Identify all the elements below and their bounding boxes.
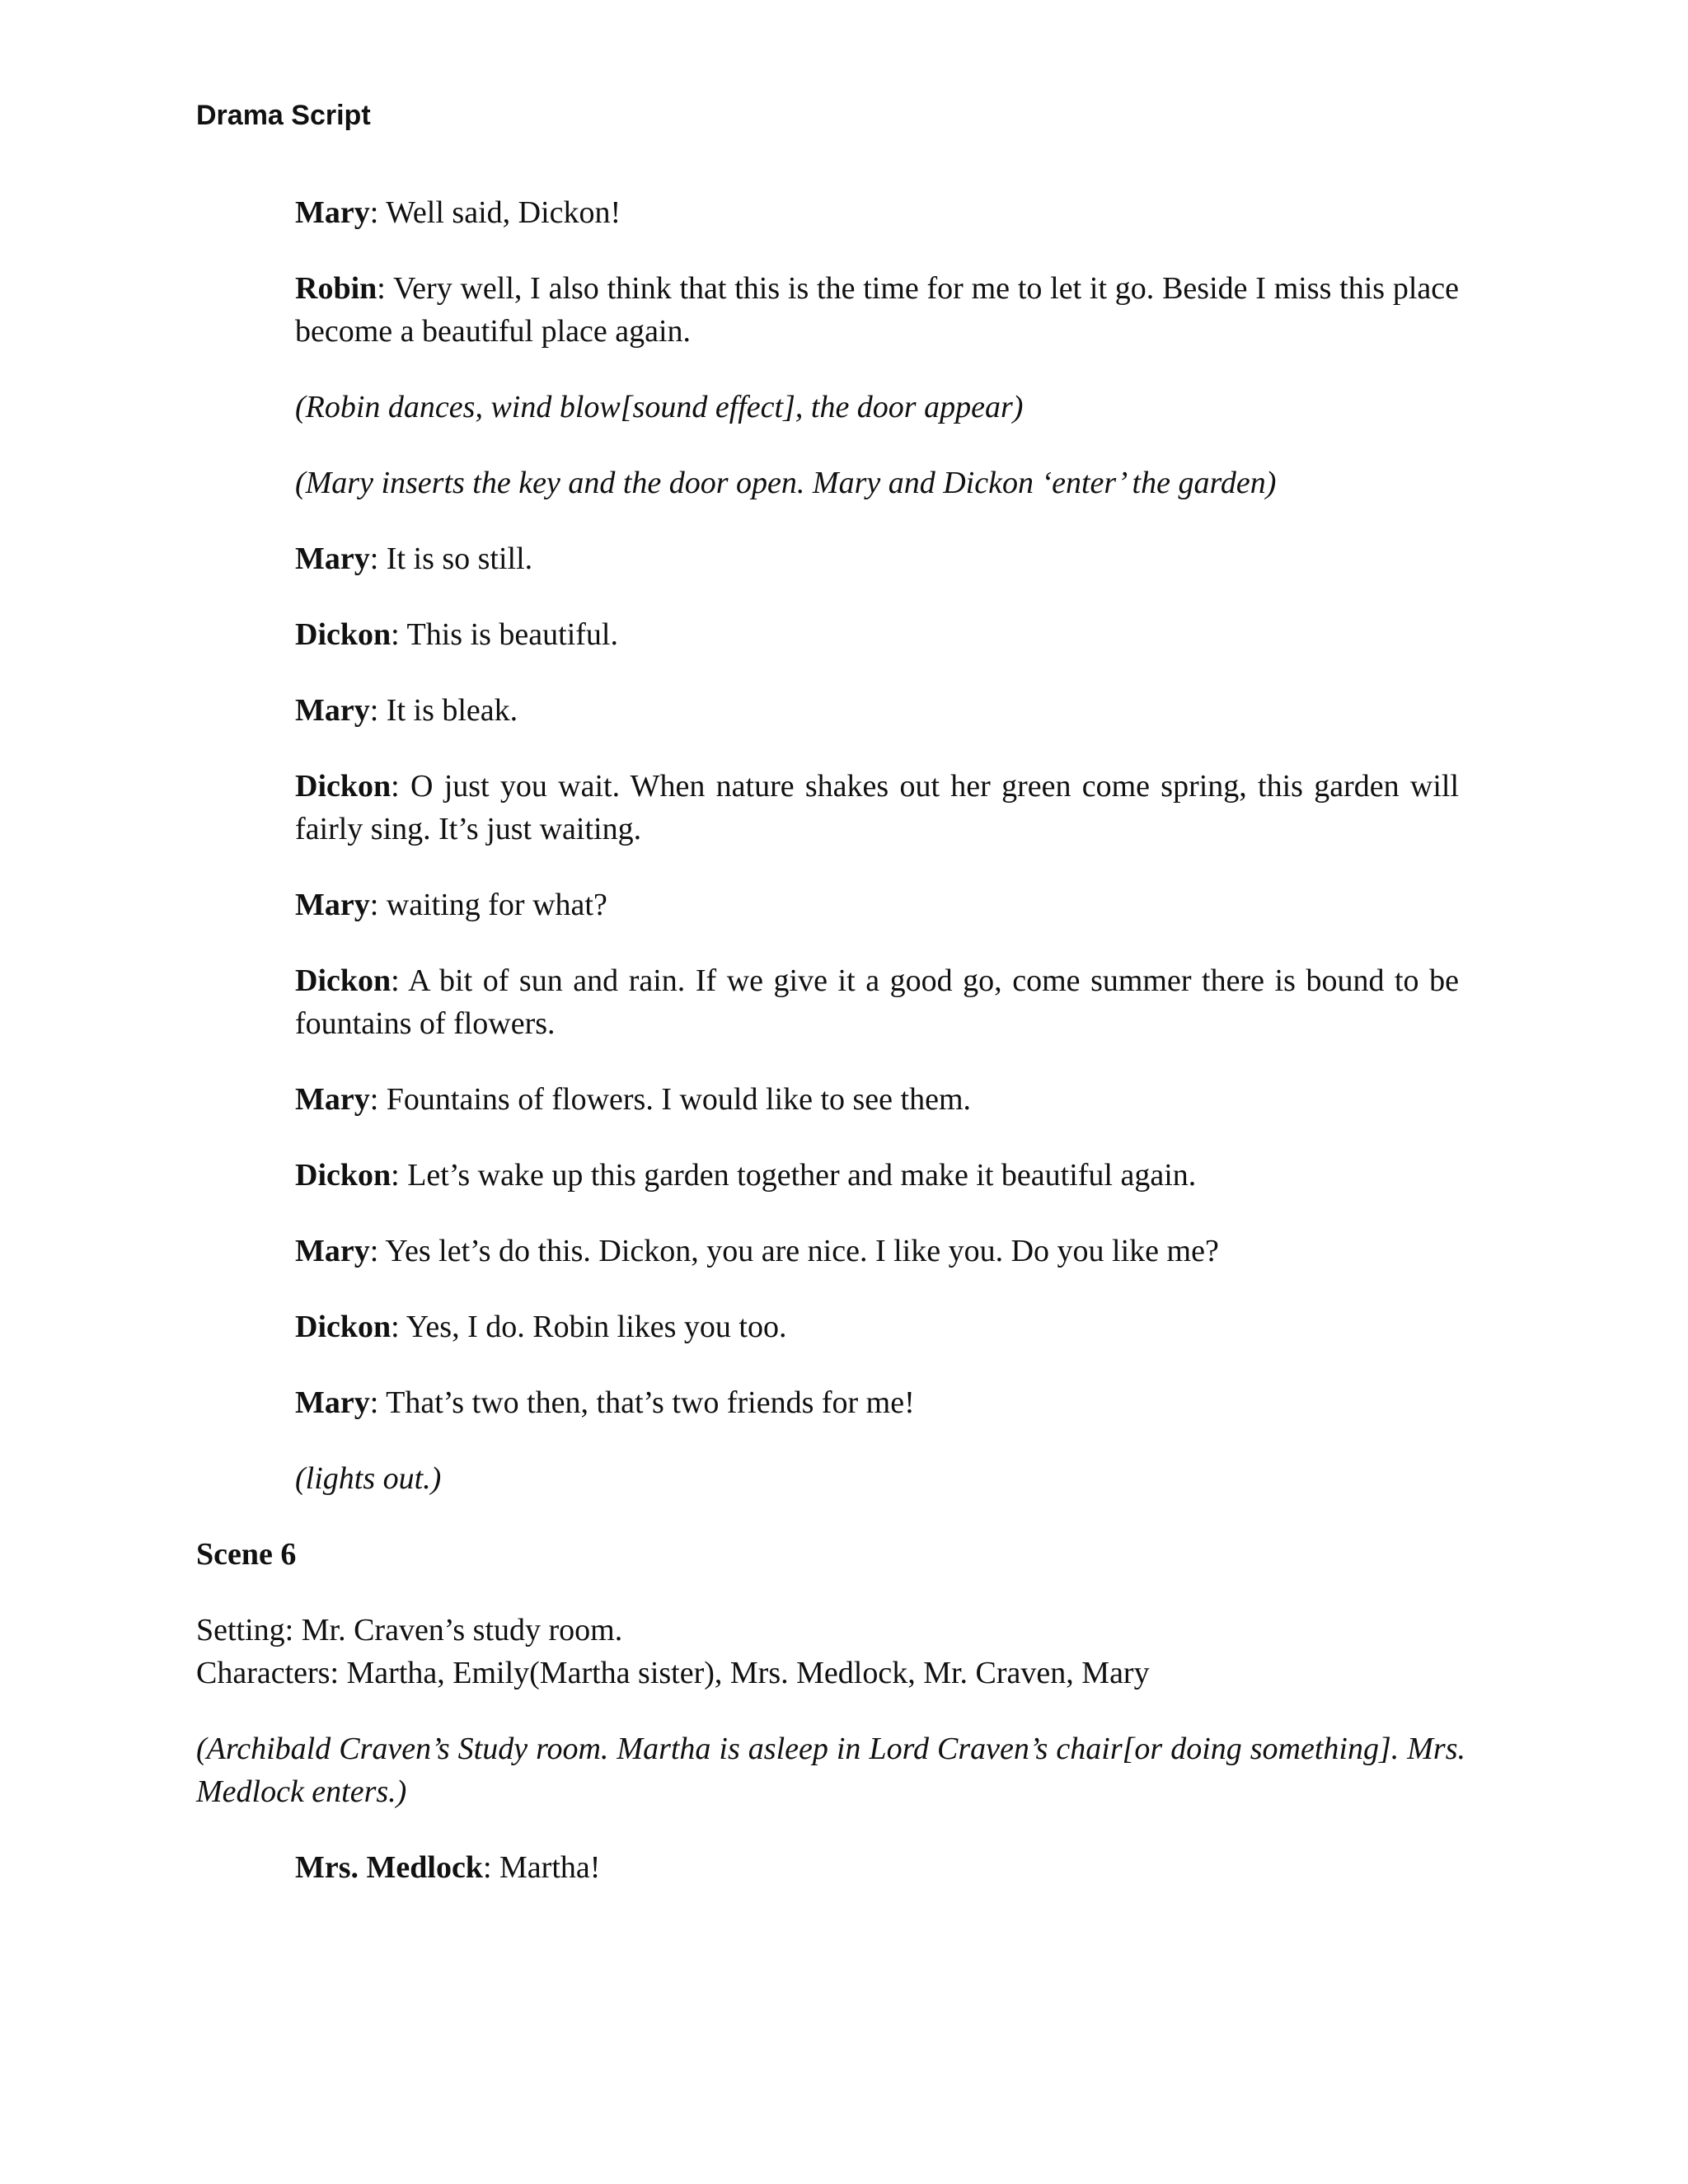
speaker-separator: : xyxy=(391,1158,408,1193)
speaker-name: Mary xyxy=(295,1082,370,1117)
stage-direction: (Robin dances, wind blow[sound effect], the door appear) xyxy=(295,390,1024,424)
scene-setting-block xyxy=(196,1609,1465,1694)
dialogue-line xyxy=(295,267,1459,353)
dialogue-text: waiting for what? xyxy=(386,888,607,922)
dialogue-line xyxy=(295,1305,1459,1348)
dialogue-line xyxy=(295,1154,1459,1197)
speaker-name: Mrs. Medlock xyxy=(295,1850,483,1885)
scene-6-lines xyxy=(0,1846,1688,1889)
speaker-name: Dickon xyxy=(295,1310,392,1344)
speaker-name: Mary xyxy=(295,541,370,576)
speaker-separator: : xyxy=(482,1850,500,1885)
dialogue-line xyxy=(295,191,1459,234)
speaker-separator: : xyxy=(369,1082,387,1117)
dialogue-text: Martha! xyxy=(499,1850,601,1885)
dialogue-text: That’s two then, that’s two friends for me! xyxy=(386,1385,915,1420)
speaker-name: Robin xyxy=(295,271,377,306)
dialogue-line xyxy=(295,883,1459,926)
speaker-separator: : xyxy=(369,1385,387,1420)
dialogue-text: Yes let’s do this. Dickon, you are nice. I like you. Do you like me? xyxy=(385,1234,1219,1268)
speaker-separator: : xyxy=(369,195,387,230)
dialogue-text: Yes, I do. Robin likes you too. xyxy=(406,1310,787,1344)
speaker-name: Mary xyxy=(295,693,370,728)
speaker-separator: : xyxy=(391,617,407,652)
speaker-separator: : xyxy=(369,888,387,922)
dialogue-line xyxy=(295,689,1459,732)
dialogue-line xyxy=(295,613,1459,656)
speaker-separator: : xyxy=(391,963,409,998)
speaker-name: Dickon xyxy=(295,963,392,998)
dialogue-line xyxy=(295,1381,1459,1424)
dialogue-text: It is so still. xyxy=(386,541,533,576)
speaker-name: Dickon xyxy=(295,1158,392,1193)
dialogue-line xyxy=(295,765,1459,851)
stage-direction: (Mary inserts the key and the door open. Mary and Dickon ‘enter’ the garden) xyxy=(295,466,1277,500)
speaker-name: Mary xyxy=(295,195,370,230)
scene-5-lines xyxy=(0,191,1688,1500)
speaker-name: Dickon xyxy=(295,617,392,652)
speaker-separator: : xyxy=(391,769,410,804)
dialogue-text: O just you wait. When nature shakes out her green come spring, this garden will fairly sing. It’s just waiting. xyxy=(295,769,1460,846)
dialogue-text: Well said, Dickon! xyxy=(386,195,621,230)
speaker-name: Mary xyxy=(295,888,370,922)
speaker-separator: : xyxy=(369,693,387,728)
speaker-separator: : xyxy=(391,1310,406,1344)
dialogue-text: Fountains of flowers. I would like to see them. xyxy=(386,1082,972,1117)
dialogue-line xyxy=(295,959,1459,1045)
speaker-separator: : xyxy=(377,271,393,306)
scene-setting: Setting: Mr. Craven’s study room. xyxy=(196,1613,623,1647)
speaker-name: Dickon xyxy=(295,769,392,804)
dialogue-text: Let’s wake up this garden together and make it beautiful again. xyxy=(407,1158,1197,1193)
dialogue-text: Very well, I also think that this is the time for me to let it go. Beside I miss this place become a beautiful place again. xyxy=(295,271,1459,349)
dialogue-line xyxy=(295,1846,1459,1889)
dialogue-line xyxy=(295,1078,1459,1121)
speaker-separator: : xyxy=(369,1234,386,1268)
scene-title: Scene 6 xyxy=(196,1537,297,1572)
speaker-name: Mary xyxy=(295,1234,370,1268)
dialogue-text: This is beautiful. xyxy=(406,617,618,652)
speaker-name: Mary xyxy=(295,1385,370,1420)
dialogue-text: A bit of sun and rain. If we give it a good go, come summer there is bound to be fountains of flowers. xyxy=(295,963,1459,1041)
speaker-separator: : xyxy=(369,541,387,576)
scene-characters: Characters: Martha, Emily(Martha sister), Mrs. Medlock, Mr. Craven, Mary xyxy=(196,1656,1150,1690)
stage-direction: (lights out.) xyxy=(295,1461,442,1496)
dialogue-line xyxy=(295,537,1459,580)
dialogue-text: It is bleak. xyxy=(386,693,518,728)
dialogue-line xyxy=(295,1230,1459,1272)
script-body xyxy=(0,191,1688,1922)
scene-stage-direction: (Archibald Craven’s Study room. Martha is asleep in Lord Craven’s chair[or doing something]. Mrs. Medlock enters.) xyxy=(196,1732,1465,1809)
page-header-title: Drama Script xyxy=(196,100,371,131)
